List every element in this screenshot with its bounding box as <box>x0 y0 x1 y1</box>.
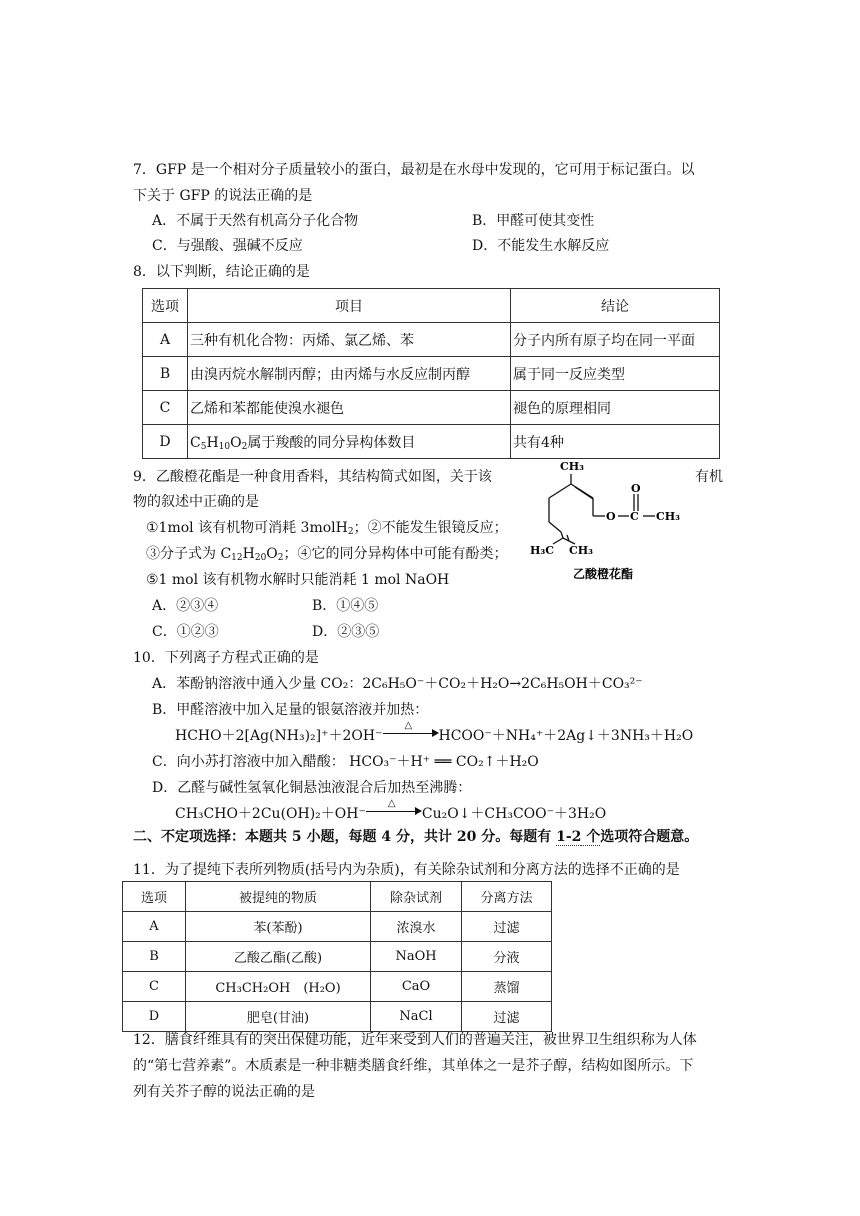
q7-line1: 7．GFP 是一个相对分子质量较小的蛋白，最初是在水母中发现的，它可用于标记蛋白。以 <box>133 162 695 178</box>
option-cell: B <box>123 942 186 972</box>
table-row <box>143 425 720 459</box>
header-cell: 选项 <box>143 289 188 323</box>
method-cell: 分液 <box>462 942 552 972</box>
q9-line1b: 有机 <box>695 469 723 485</box>
q9-line1a: 9．乙酸橙花酯是一种食用香料，其结构简式如图，关于该 <box>133 469 492 485</box>
ch3-top-label: CH₃ <box>560 460 584 473</box>
q10-option-b: B．甲醛溶液中加入足量的银氨溶液并加热： <box>152 702 429 718</box>
option-cell: A <box>123 912 186 942</box>
q11-stem: 11．为了提纯下表所列物质(括号内为杂质)，有关除杂试剂和分离方法的选择不正确的是 <box>133 862 680 878</box>
q8-table <box>142 288 720 459</box>
option-cell: B <box>143 357 188 391</box>
q9-option-d: D．②③⑤ <box>312 624 380 640</box>
q10-option-b-equation: HCHO＋2[Ag(NH₃)₂]⁺＋2OH⁻ △ HCOO⁻＋NH₄⁺＋2Ag↓＋3NH₃＋H₂O <box>175 720 694 744</box>
reagent-cell: 浓溴水 <box>371 912 462 942</box>
option-cell: C <box>123 972 186 1002</box>
option-cell: D <box>143 425 188 459</box>
q7-option-b: B．甲醛可使其变性 <box>472 213 595 229</box>
table-row <box>123 942 552 972</box>
reagent-cell: NaCl <box>371 1002 462 1032</box>
table-row <box>143 357 720 391</box>
q10-option-c: C．向小苏打溶液中加入醋酸： HCO₃⁻＋H⁺ ══ CO₂↑＋H₂O <box>152 754 539 770</box>
header-cell: 选项 <box>123 882 186 912</box>
q9-option-c: C．①②③ <box>152 624 219 640</box>
conclusion-cell: 属于同一反应类型 <box>511 357 720 391</box>
ch3-bottom-label: CH₃ <box>569 544 593 557</box>
conclusion-cell: 褪色的原理相同 <box>511 391 720 425</box>
table-row <box>143 323 720 357</box>
header-cell: 项目 <box>188 289 511 323</box>
item-cell: C5H10O2属于羧酸的同分异构体数目 <box>188 425 511 459</box>
item-cell: 三种有机化合物：丙烯、氯乙烯、苯 <box>188 323 511 357</box>
item-cell: 由溴丙烷水解制丙醇；由丙烯与水反应制丙醇 <box>188 357 511 391</box>
q12-line3: 列有关芥子醇的说法正确的是 <box>133 1084 315 1100</box>
structure-caption: 乙酸橙花酯 <box>573 567 634 581</box>
q10-stem: 10．下列离子方程式正确的是 <box>133 650 319 666</box>
q7-option-d: D．不能发生水解反应 <box>472 238 610 254</box>
method-cell: 蒸馏 <box>462 972 552 1002</box>
carbonyl-carbon-label: C <box>630 510 639 523</box>
reagent-cell: NaOH <box>371 942 462 972</box>
method-cell: 过滤 <box>462 1002 552 1032</box>
header-cell: 除杂试剂 <box>371 882 462 912</box>
q7-line2: 下关于 GFP 的说法正确的是 <box>133 188 313 204</box>
table-header-row <box>143 289 720 323</box>
substance-cell: 苯(苯酚) <box>186 912 371 942</box>
option-cell: A <box>143 323 188 357</box>
q12-line2: 的“第七营养素”。木质素是一种非糖类膳食纤维，其单体之一是芥子醇，结构如图所示。下 <box>133 1058 694 1074</box>
neryl-acetate-structure <box>525 456 695 586</box>
conclusion-cell: 共有4种 <box>511 425 720 459</box>
q10-option-d: D．乙醛与碱性氢氧化铜悬浊液混合后加热至沸腾： <box>152 780 472 796</box>
q8-stem: 8．以下判断，结论正确的是 <box>133 264 310 280</box>
header-cell: 分离方法 <box>462 882 552 912</box>
q7-option-c: C．与强酸、强碱不反应 <box>152 238 303 254</box>
q9-statement-1: ①1mol 该有机物可消耗 3molH2；②不能发生银镜反应； <box>146 520 508 537</box>
q9-option-a: A．②③④ <box>152 598 219 614</box>
q10-option-d-equation: CH₃CHO＋2Cu(OH)₂＋OH⁻ △ Cu₂O↓＋CH₃COO⁻＋3H₂O <box>175 798 607 822</box>
section-2-heading: 二、不定项选择：本题共 5 小题，每题 4 分，共计 20 分。每题有 1-2 个选项符合题意。 <box>133 829 699 845</box>
h3c-label: H₃C <box>530 544 554 557</box>
table-row <box>143 391 720 425</box>
method-cell: 过滤 <box>462 912 552 942</box>
table-row <box>123 912 552 942</box>
conclusion-cell: 分子内所有原子均在同一平面 <box>511 323 720 357</box>
q7-option-a: A．不属于天然有机高分子化合物 <box>152 213 359 229</box>
substance-cell: 肥皂(甘油) <box>186 1002 371 1032</box>
q9-line2: 物的叙述中正确的是 <box>133 494 259 510</box>
header-cell: 被提纯的物质 <box>186 882 371 912</box>
table-row <box>123 1002 552 1032</box>
option-cell: D <box>123 1002 186 1032</box>
table-header-row <box>123 882 552 912</box>
substance-cell: CH₃CH₂OH (H₂O) <box>186 972 371 1002</box>
option-cell: C <box>143 391 188 425</box>
q11-table <box>122 881 552 1032</box>
carbonyl-oxygen-label: O <box>631 482 641 495</box>
item-cell: 乙烯和苯都能使溴水褪色 <box>188 391 511 425</box>
substance-cell: 乙酸乙酯(乙酸) <box>186 942 371 972</box>
ester-oxygen-label: O <box>606 510 616 523</box>
q12-line1: 12．膳食纤维具有的突出保健功能，近年来受到人们的普遍关注，被世界卫生组织称为人体 <box>133 1032 697 1048</box>
q9-option-b: B．①④⑤ <box>312 598 379 614</box>
reagent-cell: CaO <box>371 972 462 1002</box>
q9-statement-2: ③分子式为 C12H20O2；④它的同分异构体中可能有酚类； <box>146 546 508 563</box>
q9-statement-3: ⑤1 mol 该有机物水解时只能消耗 1 mol NaOH <box>146 572 450 588</box>
table-row <box>123 972 552 1002</box>
q10-option-a: A．苯酚钠溶液中通入少量 CO₂：2C₆H₅O⁻＋CO₂＋H₂O→2C₆H₅OH＋CO₃²⁻ <box>152 676 643 692</box>
ch3-right-label: CH₃ <box>656 510 680 523</box>
header-cell: 结论 <box>511 289 720 323</box>
